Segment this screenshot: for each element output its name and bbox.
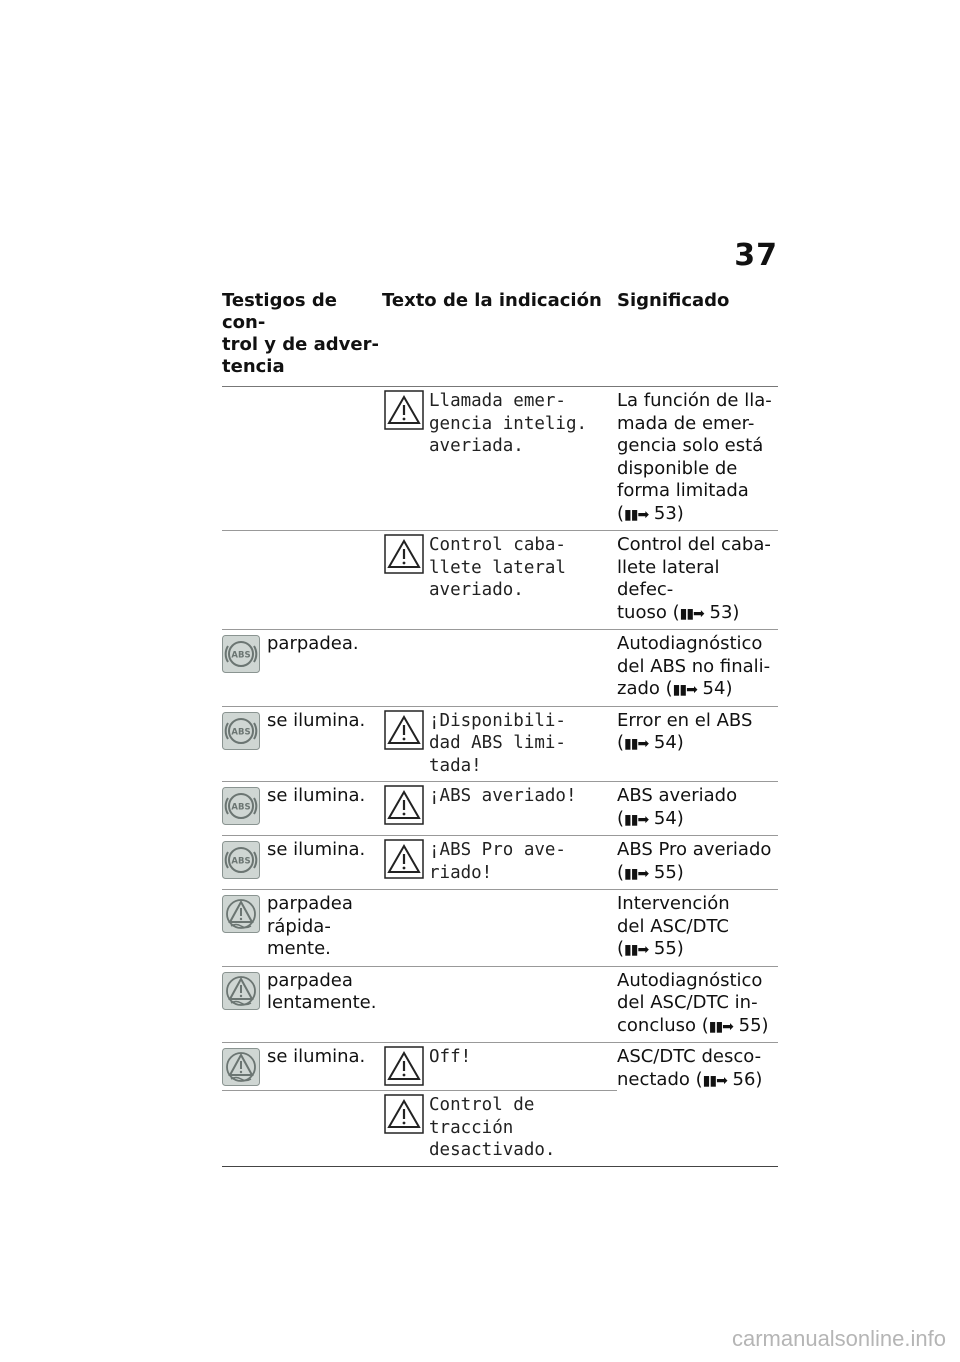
meaning-text: Autodiagnóstico del ASC/DTC in- concluso ( <box>617 969 763 1036</box>
display-text: Llamada emer- gencia intelig. averiada. <box>429 391 588 456</box>
warning-triangle-icon <box>384 390 424 430</box>
meaning-text: Control del caba- llete lateral defec- tuoso ( <box>617 534 771 623</box>
page-ref: 53) <box>653 502 684 524</box>
table-row <box>222 707 778 783</box>
page-ref-arrow-icon: ▮▮➡ <box>679 605 704 622</box>
abs-lamp-icon <box>222 841 260 879</box>
warning-triangle-icon <box>384 1046 424 1086</box>
page-ref: 54) <box>702 678 733 699</box>
abs-lamp-icon <box>222 712 260 750</box>
lamp-state: se ilumina. <box>267 785 366 806</box>
table-row <box>222 1043 778 1167</box>
table-row <box>222 890 778 967</box>
page-ref: 55) <box>653 861 684 883</box>
warning-triangle-icon <box>384 534 424 574</box>
lamp-state: parpadea. <box>267 633 359 654</box>
header-meaning: Significado <box>617 290 730 311</box>
table-row <box>222 836 778 890</box>
meaning-text: ASC/DTC desco- nectado ( <box>617 1046 762 1090</box>
svg-text:ABS: ABS <box>231 802 251 813</box>
table-row <box>222 967 778 1044</box>
page-ref: 55) <box>653 938 684 959</box>
asc-dtc-lamp-icon <box>222 1048 260 1086</box>
page-ref: 56) <box>732 1068 763 1090</box>
watermark: carmanualsonline.info <box>731 1326 946 1351</box>
table-header <box>222 290 778 387</box>
svg-text:ABS: ABS <box>231 650 251 661</box>
meaning-text: La función de lla- mada de emer- gencia solo está disponible de forma limitada ( <box>617 390 772 524</box>
asc-dtc-lamp-icon <box>222 895 260 933</box>
asc-dtc-lamp-icon <box>222 972 260 1010</box>
display-text: ¡ABS Pro ave- riado! <box>429 840 566 883</box>
page-ref: 54) <box>653 807 684 829</box>
display-text: Control de tracción desactivado. <box>429 1095 556 1160</box>
svg-text:ABS: ABS <box>231 727 251 737</box>
page-ref: 53) <box>709 601 740 623</box>
meaning-text: Autodiagnóstico del ABS no finali- zado ( <box>617 633 771 699</box>
table-row <box>222 782 778 836</box>
display-text: ¡ABS averiado! <box>429 786 577 806</box>
table-row <box>222 387 778 531</box>
meaning-text: Intervención del ASC/DTC ( <box>617 893 730 959</box>
page-ref-arrow-icon: ▮▮➡ <box>624 865 649 882</box>
lamp-state: se ilumina. <box>267 1046 366 1067</box>
page-ref: 55) <box>738 1014 769 1036</box>
lamp-state: parpadea lentamente. <box>267 969 377 1013</box>
lamp-state: parpadea rápida- mente. <box>267 893 353 959</box>
warning-triangle-icon <box>384 710 424 750</box>
table-row <box>222 531 778 630</box>
table-row <box>222 630 778 707</box>
page-number: 37 <box>734 238 778 273</box>
page-ref-arrow-icon: ▮▮➡ <box>624 506 649 523</box>
display-text: ¡Disponibili- dad ABS limi- tada! <box>429 710 566 776</box>
display-text: Control caba- llete lateral averiado. <box>429 535 566 600</box>
svg-text:ABS: ABS <box>231 856 251 867</box>
header-display-text: Texto de la indicación <box>382 290 602 311</box>
warning-triangle-icon <box>384 785 424 825</box>
page-ref-arrow-icon: ▮▮➡ <box>624 736 649 752</box>
warning-triangle-icon <box>384 839 424 879</box>
meaning-text: ABS averiado ( <box>617 785 738 829</box>
meaning-text: ABS Pro averiado ( <box>617 839 772 883</box>
header-lamps: Testigos de con- trol y de adver- tencia <box>222 290 379 377</box>
abs-lamp-icon <box>222 787 260 825</box>
page-ref-arrow-icon: ▮▮➡ <box>672 682 697 698</box>
lamp-state: se ilumina. <box>267 839 366 860</box>
meaning-text: Error en el ABS ( <box>617 709 753 753</box>
lamp-state: se ilumina. <box>267 709 366 731</box>
page-ref-arrow-icon: ▮▮➡ <box>624 811 649 828</box>
warning-lights-table <box>222 290 778 1167</box>
page-ref-arrow-icon: ▮▮➡ <box>624 942 649 958</box>
page-ref-arrow-icon: ▮▮➡ <box>702 1072 727 1089</box>
display-text: Off! <box>429 1047 472 1067</box>
warning-triangle-icon <box>384 1094 424 1134</box>
abs-lamp-icon <box>222 635 260 673</box>
page-ref-arrow-icon: ▮▮➡ <box>708 1018 733 1035</box>
page-ref: 54) <box>653 732 684 753</box>
